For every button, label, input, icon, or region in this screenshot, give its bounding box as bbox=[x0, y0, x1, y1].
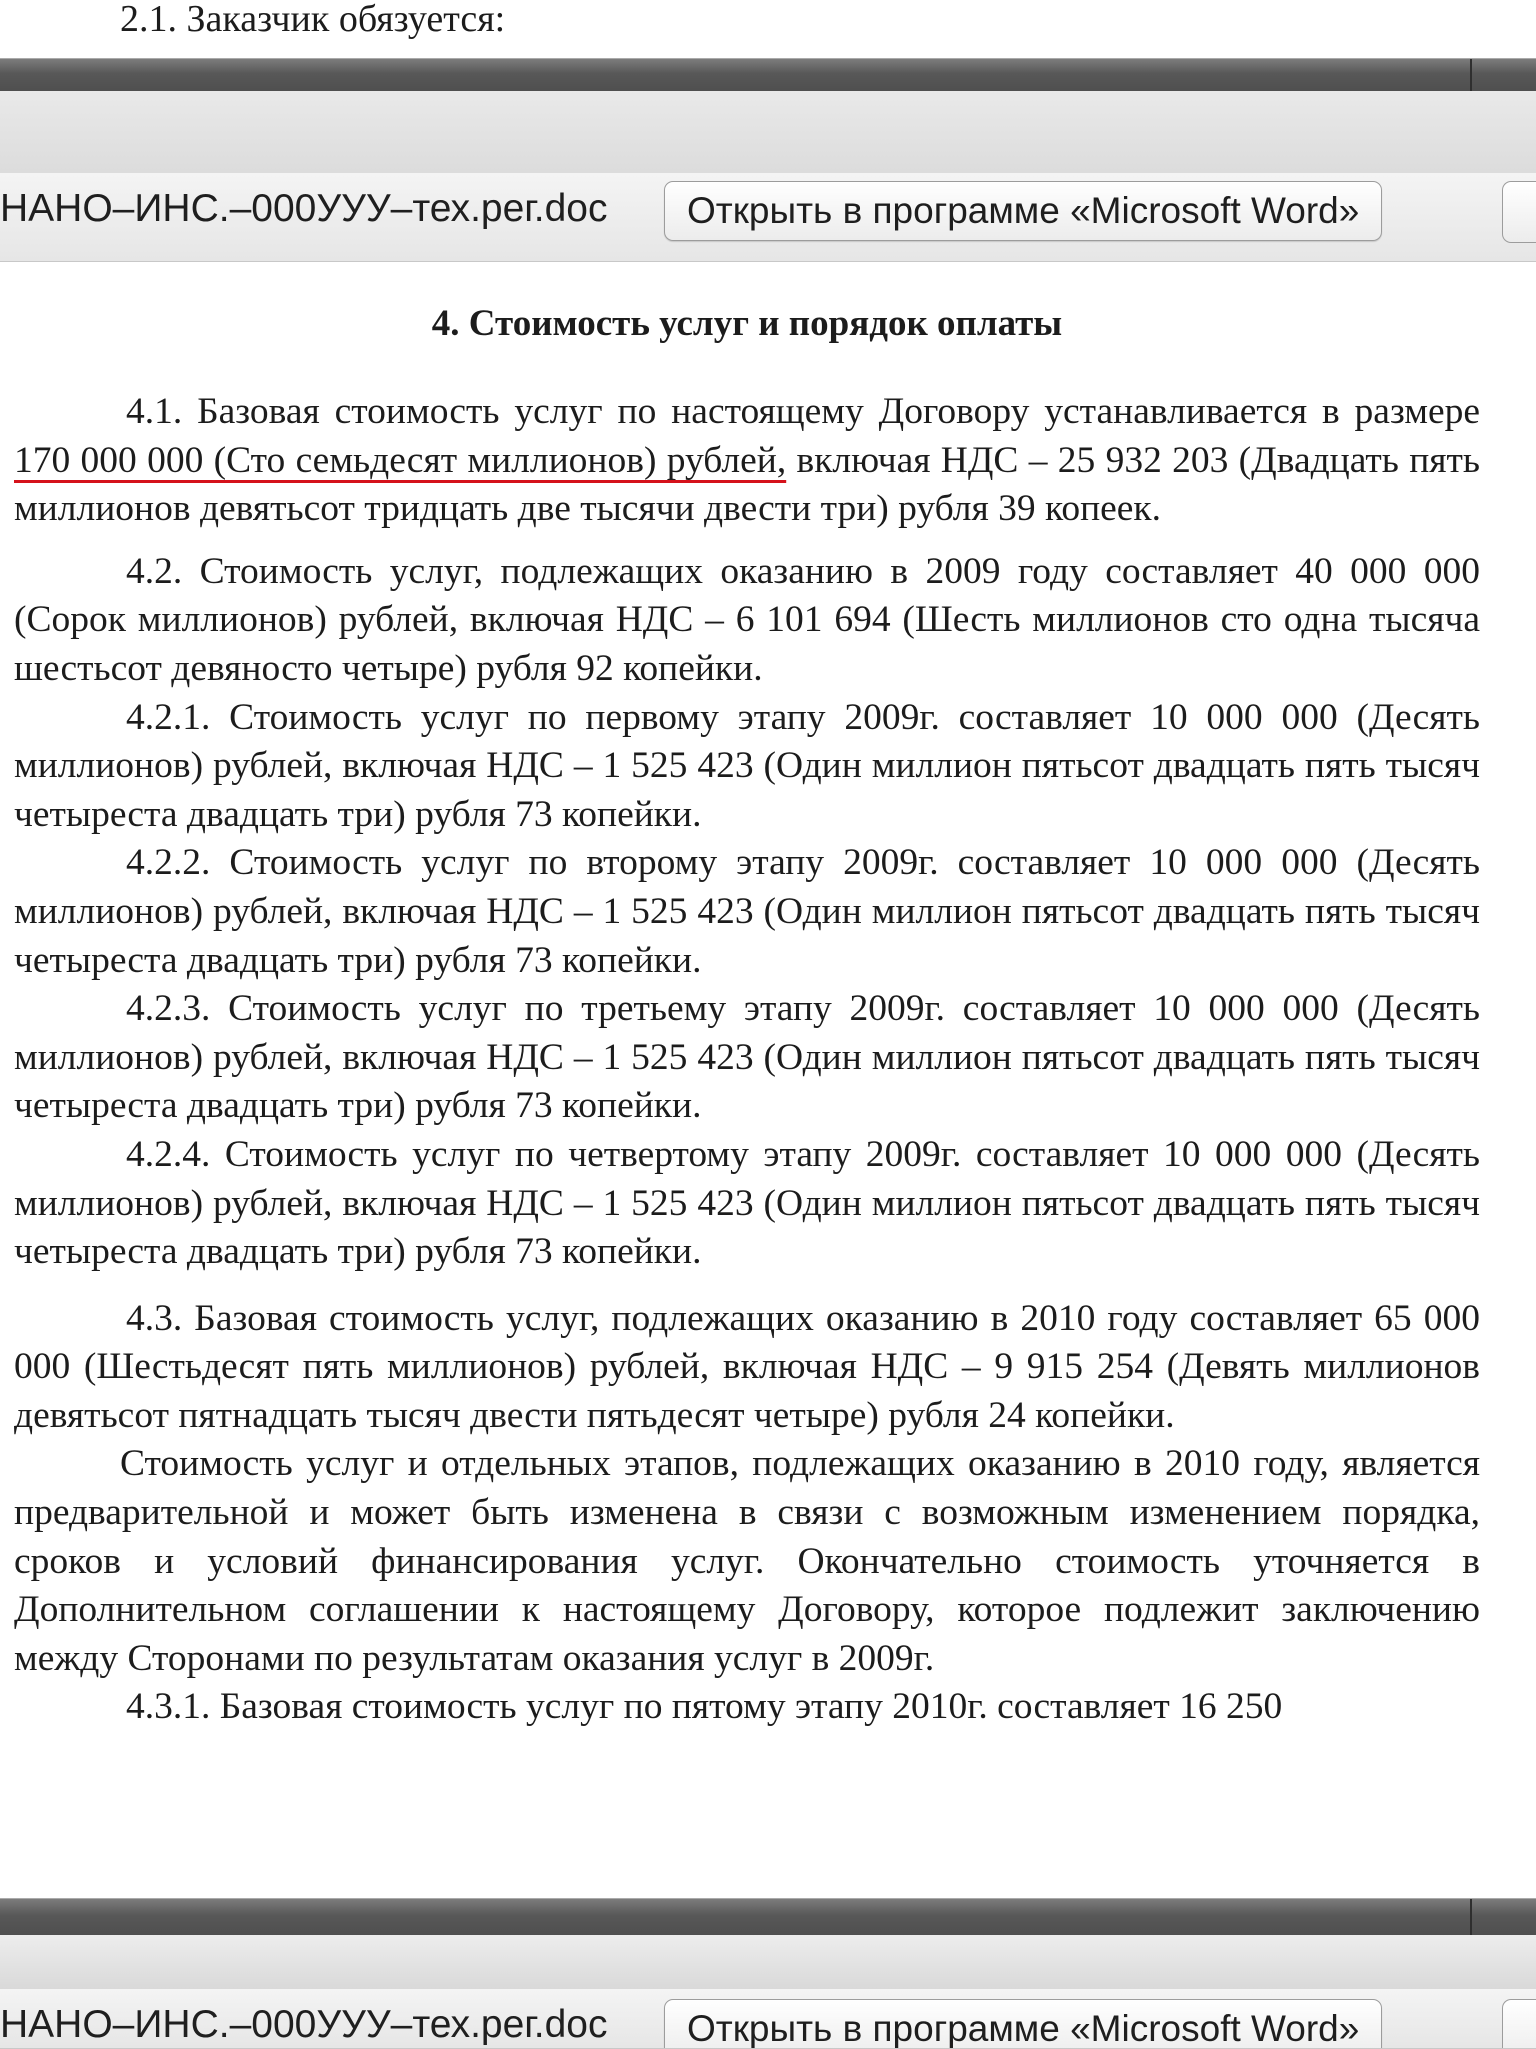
paragraph-4-2-1: 4.2.1. Стоимость услуг по первому этапу 2009г. составляет 10 000 000 (Десять миллионов) рублей, включая НДС – 1 525 423 (Один миллион пятьсот двадцать пять тысяч четыреста двадцать три) рубля 73 копейки. bbox=[14, 696, 1480, 835]
paragraph-4-2-3: 4.2.3. Стоимость услуг по третьему этапу 2009г. составляет 10 000 000 (Десять миллионов) рублей, включая НДС – 1 525 423 (Один миллион пятьсот двадцать пять тысяч четыреста двадцать три) рубля 73 копейки. bbox=[14, 988, 1480, 1127]
bookmarks-bar bbox=[0, 91, 1536, 174]
window-title-bar-bottom bbox=[0, 1898, 1536, 1936]
previous-page-line: 2.1. Заказчик обязуется: bbox=[120, 0, 506, 40]
document-page bbox=[14, 268, 1480, 1732]
file-name: НАНО–ИНС.–000УУУ–тех.рег.doc bbox=[0, 2003, 608, 2046]
paragraph-4-2-4: 4.2.4. Стоимость услуг по четвертому этапу 2009г. составляет 10 000 000 (Десять миллионов) рублей, включая НДС – 1 525 423 (Один миллион пятьсот двадцать пять тысяч четыреста двадцать три) рубля 73 копейки. bbox=[14, 1133, 1480, 1273]
paragraph-4-3: 4.3. Базовая стоимость услуг, подлежащих оказанию в 2010 году составляет 65 000 000 (Шестьдесят пять миллионов) рублей, включая НДС – 9 915 254 (Девять миллионов девятьсот пятнадцать тысяч двести пятьдесят четыре) рубля 24 копейки. bbox=[14, 1297, 1480, 1436]
window-bar-divider bbox=[1470, 1899, 1472, 1935]
window-title-bar bbox=[0, 58, 1536, 92]
paragraph-4-1-start: 4.1. Базовая стоимость услуг по настоящему Договору устанавливается в размере bbox=[126, 391, 1480, 432]
window-bar-divider bbox=[1470, 59, 1472, 91]
file-toolbar-bottom bbox=[0, 1989, 1536, 2049]
bookmarks-bar-bottom bbox=[0, 1935, 1536, 1989]
paragraph-4-2-2: 4.2.2. Стоимость услуг по второму этапу 2009г. составляет 10 000 000 (Десять миллионов) рублей, включая НДС – 1 525 423 (Один миллион пятьсот двадцать пять тысяч четыреста двадцать три) рубля 73 копейки. bbox=[14, 842, 1480, 981]
paragraph-4-1-end: включая НДС – 25 932 203 (Двадцать пять миллионов девятьсот тридцать две тысячи двести три) рубля 39 копеек. bbox=[14, 439, 1480, 530]
file-name: НАНО–ИНС.–000УУУ–тех.рег.doc bbox=[0, 187, 608, 230]
toolbar-extra-button[interactable] bbox=[1502, 1999, 1536, 2049]
paragraph-4-1 bbox=[14, 388, 1480, 534]
paragraph-4-2: 4.2. Стоимость услуг, подлежащих оказанию в 2009 году составляет 40 000 000 (Сорок миллионов) рублей, включая НДС – 6 101 694 (Шесть миллионов сто одна тысяча шестьсот девяносто четыре) рубля 92 копейки. bbox=[14, 550, 1480, 689]
section-title: 4. Стоимость услуг и порядок оплаты bbox=[431, 303, 1063, 344]
toolbar-extra-button[interactable] bbox=[1502, 181, 1536, 243]
highlighted-total-cost: 170 000 000 (Сто семьдесят миллионов) рублей, bbox=[14, 439, 787, 481]
paragraph-4-3-note: Стоимость услуг и отдельных этапов, подлежащих оказанию в 2010 году, является предварительной и может быть изменена в связи с возможным изменением порядка, сроков и условий финансирования услуг. Окончательно стоимость уточняется в Дополнительном соглашении к настоящему Договору, которое подлежит заключению между Сторонами по результатам оказания услуг в 2009г. bbox=[14, 1443, 1480, 1679]
open-in-word-button[interactable]: Открыть в программе «Microsoft Word» bbox=[664, 181, 1382, 241]
file-toolbar bbox=[0, 173, 1536, 262]
open-in-word-button[interactable]: Открыть в программе «Microsoft Word» bbox=[664, 1999, 1382, 2049]
previous-page-strip bbox=[0, 0, 1536, 50]
paragraph-4-3-1: 4.3.1. Базовая стоимость услуг по пятому этапу 2010г. составляет 16 250 bbox=[126, 1686, 1283, 1728]
